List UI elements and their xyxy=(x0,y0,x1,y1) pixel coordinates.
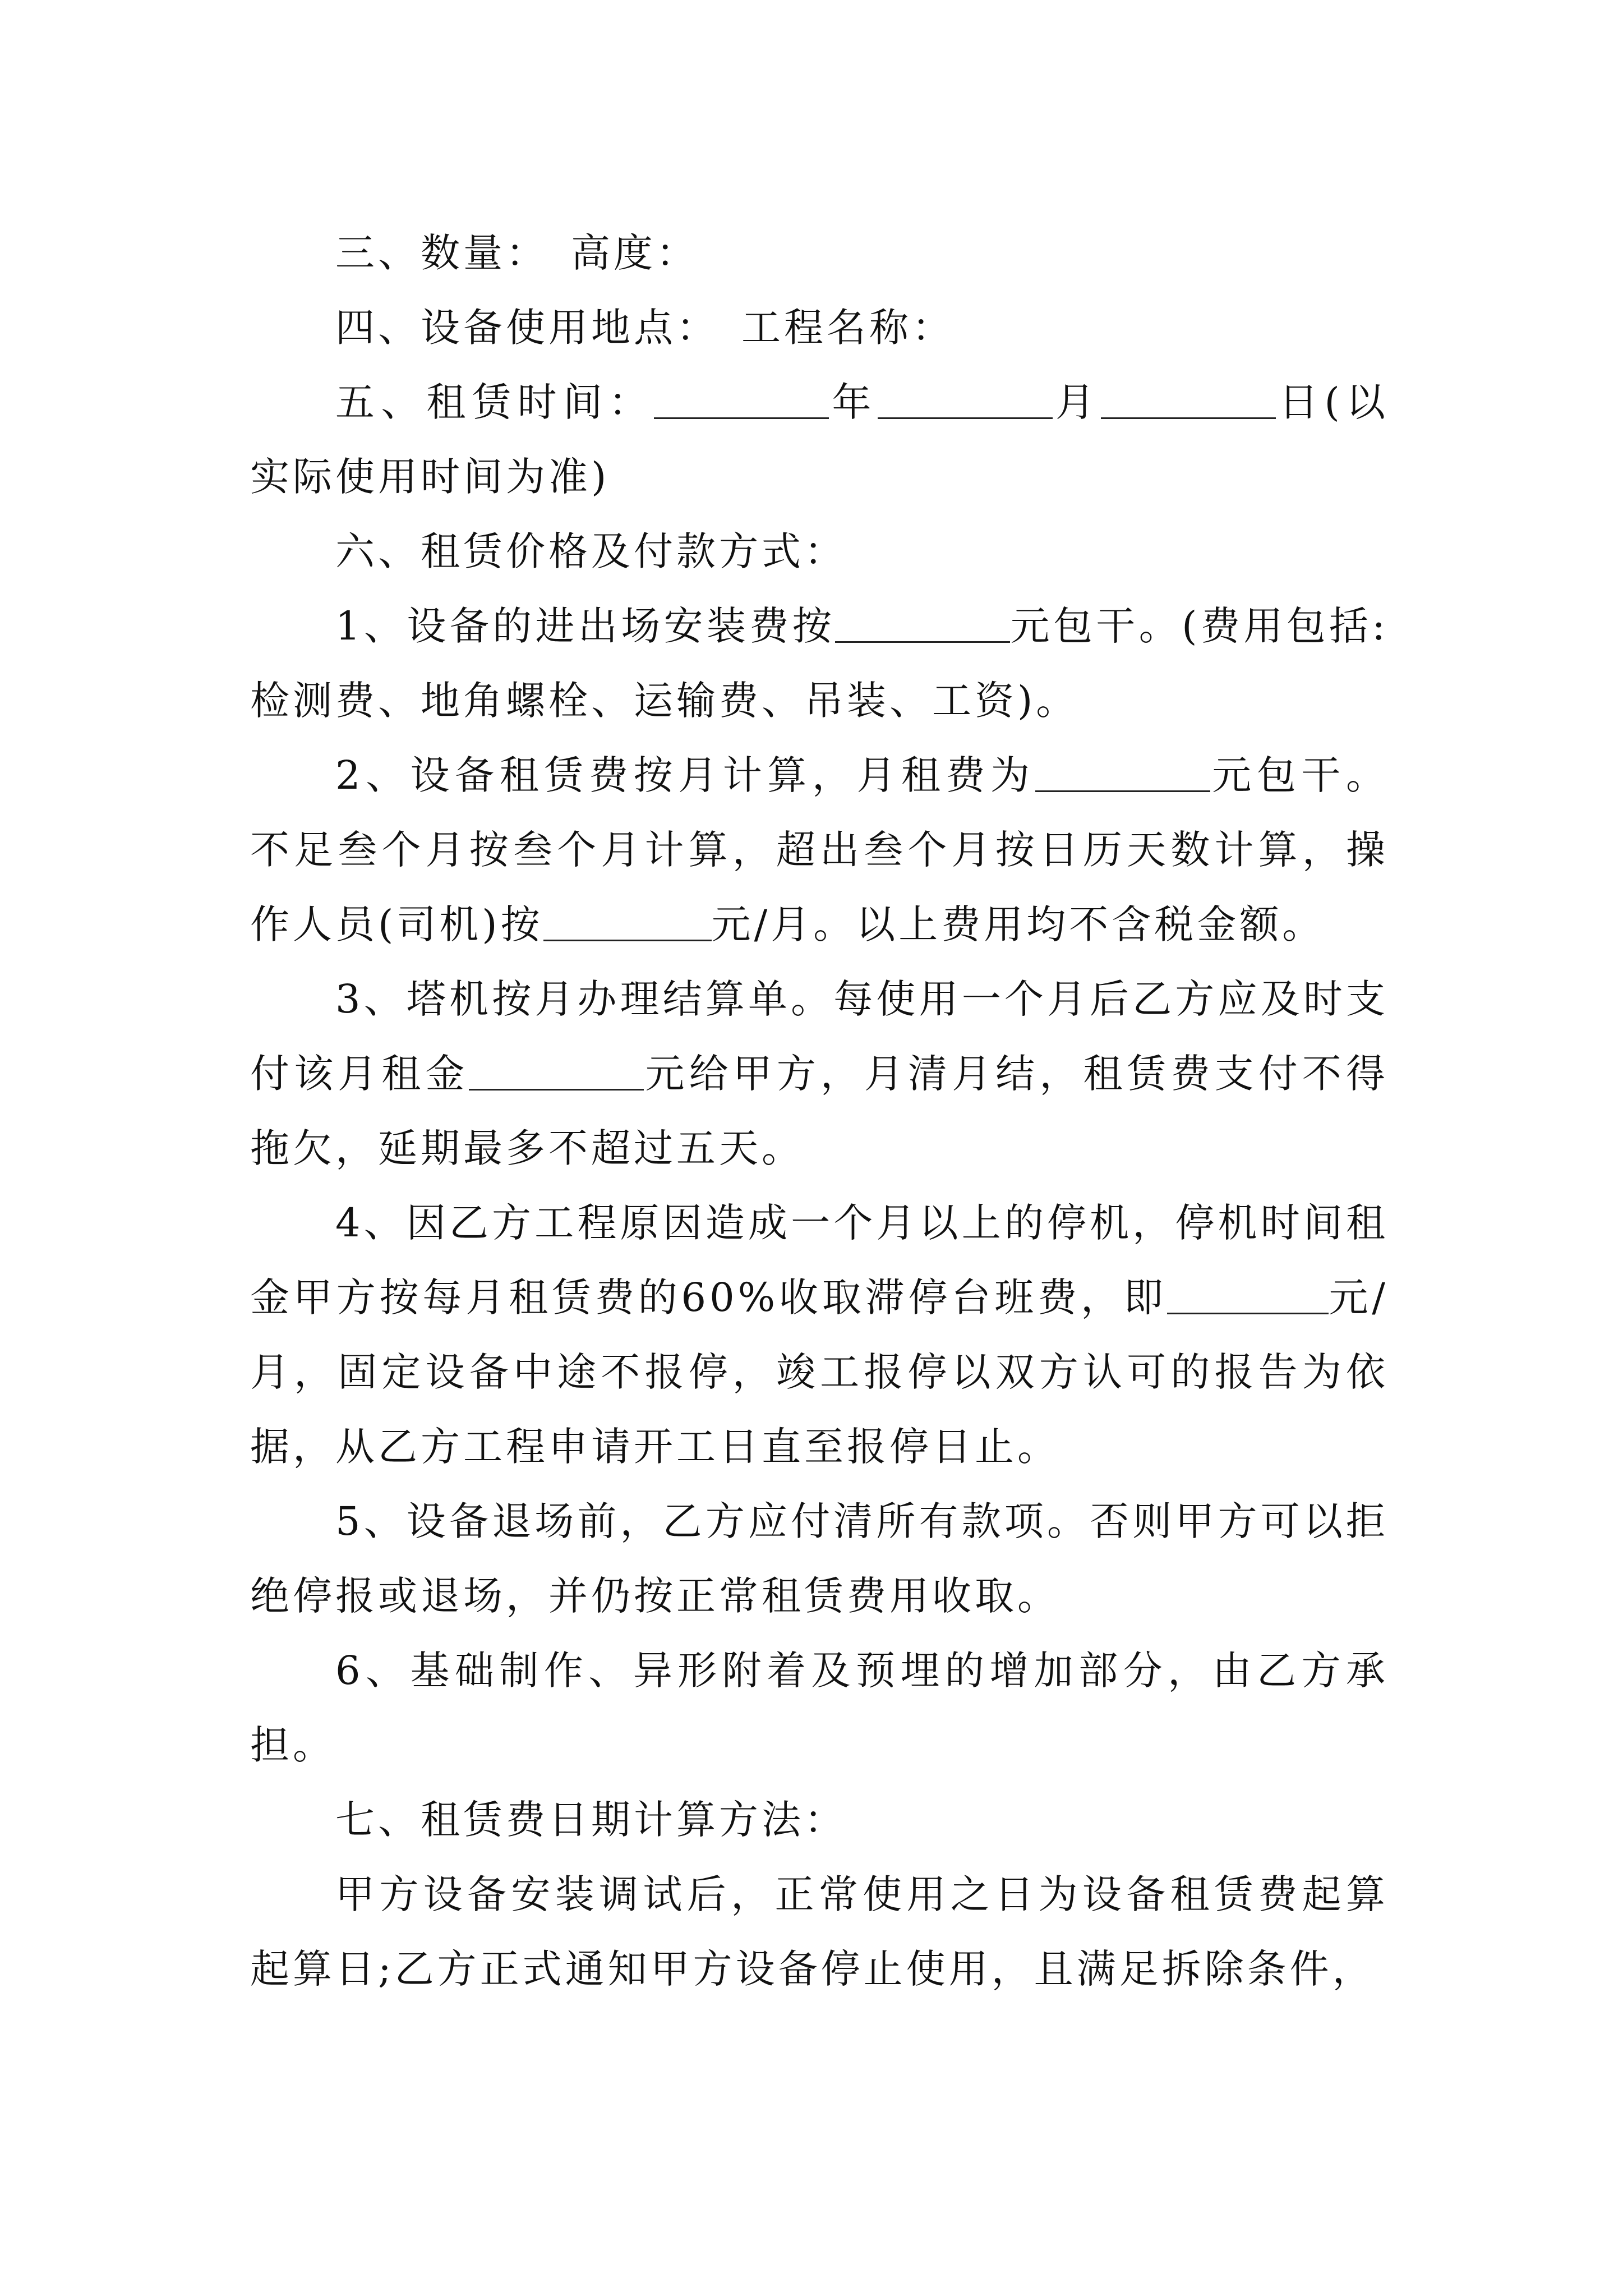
monthly-fee-text: 2、设备租赁费按月计算，月租费为 xyxy=(335,752,1035,798)
height-label: 高度： xyxy=(571,230,699,276)
monthly-fee-blank[interactable] xyxy=(1035,751,1210,792)
settlement-text: 3、塔机按月办理结算单。每使用一个月后乙方应及时支付该月租金 xyxy=(250,976,1389,1097)
monthly-fee-text-3: 元/月。以上费用均不含税金额。 xyxy=(711,901,1325,947)
month-blank[interactable] xyxy=(878,378,1053,419)
install-fee-text: 1、设备的进出场安装费按 xyxy=(335,603,836,649)
location-label: 四、设备使用地点： xyxy=(335,305,719,351)
clause-date-heading: 七、租赁费日期计算方法： xyxy=(335,1797,847,1843)
clause-location xyxy=(250,291,1389,365)
clause-install-fee xyxy=(250,589,1389,738)
year-label: 年 xyxy=(829,379,878,425)
project-name-label: 工程名称： xyxy=(741,305,955,351)
clause-exit-payment: 5、设备退场前，乙方应付清所有款项。否则甲方可以拒绝停报或退场，并仍按正常租赁费用收取。 xyxy=(250,1498,1389,1619)
downtime-text: 4、因乙方工程原因造成一个月以上的停机，停机时间租金甲方按每月租赁费的60%收取滞停台班费，即 xyxy=(250,1200,1389,1320)
clause-settlement xyxy=(250,962,1389,1186)
install-fee-text-2: 元包干。(费用包括:检测费、地角螺栓、运输费、吊装、工资)。 xyxy=(250,603,1389,724)
clause-downtime xyxy=(250,1186,1389,1484)
settlement-text-2: 元给甲方，月清月结，租赁费支付不得拖欠，延期最多不超过五天。 xyxy=(250,1051,1389,1171)
clause-foundation: 6、基础制作、异形附着及预埋的增加部分，由乙方承担。 xyxy=(250,1648,1389,1768)
document-body xyxy=(250,216,1389,2007)
year-blank[interactable] xyxy=(654,378,829,419)
clause-quantity xyxy=(250,216,1389,291)
downtime-text-2: 元/月，固定设备中途不报停，竣工报停以双方认可的报告为依据，从乙方工程申请开工日直至报停日止。 xyxy=(250,1274,1389,1470)
clause-rental-time xyxy=(250,365,1389,514)
month-label: 月 xyxy=(1052,379,1101,425)
monthly-fee-text-2: 元包干。不足叁个月按叁个月计算，超出叁个月按日历天数计算，操作人员(司机)按 xyxy=(250,752,1389,947)
clause-monthly-fee xyxy=(250,738,1389,962)
operator-fee-blank[interactable] xyxy=(543,900,712,941)
downtime-fee-blank[interactable] xyxy=(1167,1273,1329,1314)
day-label: 日(以实际使用时间为准) xyxy=(250,379,1389,500)
quantity-label: 三、数量： xyxy=(335,230,548,276)
monthly-rent-blank[interactable] xyxy=(469,1050,644,1091)
clause-price-heading: 六、租赁价格及付款方式： xyxy=(335,528,847,574)
day-blank[interactable] xyxy=(1101,378,1276,419)
clause-date-calc: 甲方设备安装调试后，正常使用之日为设备租赁费起算起算日;乙方正式通知甲方设备停止使用，且满足拆除条件， xyxy=(250,1871,1389,1992)
install-fee-blank[interactable] xyxy=(835,602,1010,643)
rental-time-label: 五、租赁时间： xyxy=(335,379,654,425)
